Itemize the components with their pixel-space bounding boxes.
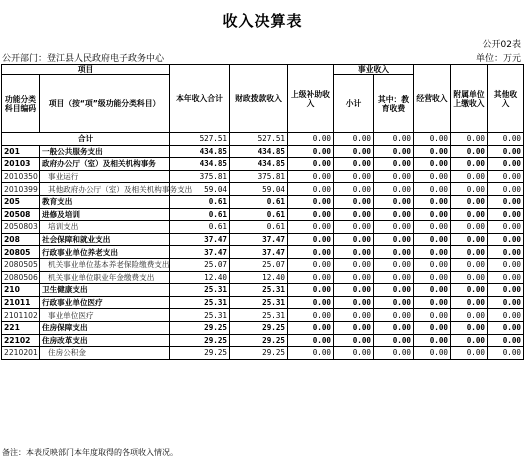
row-value: 0.00 xyxy=(451,246,488,259)
row-value: 0.00 xyxy=(488,309,524,322)
table-row xyxy=(2,309,524,322)
row-value: 0.61 xyxy=(170,195,230,208)
total-value: 527.51 xyxy=(230,133,288,146)
row-code: 20103 xyxy=(2,158,40,171)
upper-subsidy-header: 上级补助收入 xyxy=(288,65,334,133)
row-value: 0.61 xyxy=(230,195,288,208)
row-value: 0.00 xyxy=(374,195,414,208)
row-value: 0.00 xyxy=(288,246,334,259)
row-value: 0.00 xyxy=(334,145,374,158)
total-row xyxy=(2,133,524,146)
row-name-cell xyxy=(40,233,170,246)
row-value: 0.00 xyxy=(451,233,488,246)
row-value: 0.00 xyxy=(414,158,451,171)
row-value: 0.00 xyxy=(451,145,488,158)
row-code: 2010399 xyxy=(2,183,40,196)
row-value: 0.00 xyxy=(451,334,488,347)
row-value: 59.04 xyxy=(230,183,288,196)
edu-fee-header: 其中：教育收费 xyxy=(374,75,414,133)
row-name-cell xyxy=(40,309,170,322)
row-value: 0.00 xyxy=(334,183,374,196)
code-header: 功能分类科目编码 xyxy=(2,75,40,133)
table-row xyxy=(2,145,524,158)
row-name: 行政事业单位养老支出 xyxy=(42,247,118,257)
row-value: 37.47 xyxy=(230,233,288,246)
row-value: 0.00 xyxy=(334,170,374,183)
row-value: 0.00 xyxy=(414,309,451,322)
row-name: 事业运行 xyxy=(48,172,79,182)
row-value: 0.61 xyxy=(170,208,230,221)
row-value: 0.00 xyxy=(288,284,334,297)
row-value: 25.31 xyxy=(170,296,230,309)
row-code: 221 xyxy=(2,321,40,334)
row-value: 0.00 xyxy=(334,195,374,208)
row-value: 0.00 xyxy=(334,296,374,309)
row-code: 2010350 xyxy=(2,170,40,183)
row-name: 一般公共服务支出 xyxy=(42,146,103,156)
row-code: 2080505 xyxy=(2,258,40,271)
row-value: 0.00 xyxy=(414,271,451,284)
row-value: 0.00 xyxy=(288,158,334,171)
row-value: 0.00 xyxy=(288,321,334,334)
unit-label: 单位：万元 xyxy=(475,54,521,64)
row-value: 0.00 xyxy=(374,246,414,259)
row-value: 25.31 xyxy=(170,284,230,297)
row-value: 29.25 xyxy=(230,334,288,347)
row-value: 0.00 xyxy=(488,183,524,196)
row-value: 434.85 xyxy=(230,158,288,171)
row-value: 29.25 xyxy=(170,321,230,334)
total-value: 0.00 xyxy=(451,133,488,146)
table-row xyxy=(2,347,524,360)
row-value: 0.00 xyxy=(414,170,451,183)
row-value: 37.47 xyxy=(230,246,288,259)
report-title: 收入决算表 xyxy=(222,12,303,30)
row-code: 2210201 xyxy=(2,347,40,360)
row-value: 0.00 xyxy=(451,208,488,221)
row-value: 0.00 xyxy=(334,221,374,234)
row-value: 0.00 xyxy=(374,271,414,284)
row-value: 0.00 xyxy=(334,271,374,284)
business-income-header: 经营收入 xyxy=(414,65,451,133)
row-value: 29.25 xyxy=(170,334,230,347)
row-value: 12.40 xyxy=(170,271,230,284)
row-value: 0.00 xyxy=(288,221,334,234)
total-value: 0.00 xyxy=(374,133,414,146)
row-value: 0.00 xyxy=(451,321,488,334)
row-name-cell xyxy=(40,321,170,334)
row-value: 0.00 xyxy=(414,145,451,158)
row-value: 0.00 xyxy=(334,347,374,360)
row-value: 0.00 xyxy=(288,145,334,158)
row-code: 205 xyxy=(2,195,40,208)
row-value: 25.07 xyxy=(230,258,288,271)
row-value: 0.00 xyxy=(414,347,451,360)
row-value: 0.00 xyxy=(414,246,451,259)
row-name: 住房保障支出 xyxy=(42,323,88,333)
row-value: 0.00 xyxy=(414,296,451,309)
row-value: 0.00 xyxy=(451,309,488,322)
row-name: 政府办公厅（室）及相关机构事务 xyxy=(42,159,156,169)
row-value: 25.07 xyxy=(170,258,230,271)
row-value: 0.00 xyxy=(374,334,414,347)
table-row xyxy=(2,158,524,171)
row-code: 208 xyxy=(2,233,40,246)
row-value: 0.61 xyxy=(230,208,288,221)
total-label: 合计 xyxy=(2,133,170,146)
table-row xyxy=(2,271,524,284)
row-value: 0.00 xyxy=(334,246,374,259)
department-label: 公开部门：登江县人民政府电子政务中心 xyxy=(2,54,165,64)
row-value: 0.00 xyxy=(288,195,334,208)
row-value: 59.04 xyxy=(170,183,230,196)
row-value: 0.00 xyxy=(451,170,488,183)
row-name: 社会保障和就业支出 xyxy=(42,235,111,245)
row-value: 0.00 xyxy=(374,233,414,246)
row-code: 210 xyxy=(2,284,40,297)
row-value: 0.00 xyxy=(374,309,414,322)
row-name: 其他政府办公厅（室）及相关机构事务支出 xyxy=(48,184,193,194)
row-code: 20805 xyxy=(2,246,40,259)
row-name-cell xyxy=(40,221,170,234)
row-value: 0.00 xyxy=(288,296,334,309)
row-value: 0.00 xyxy=(414,258,451,271)
row-name-cell xyxy=(40,208,170,221)
row-value: 0.61 xyxy=(230,221,288,234)
row-name: 进修及培训 xyxy=(42,209,80,219)
row-value: 375.81 xyxy=(170,170,230,183)
total-value: 0.00 xyxy=(414,133,451,146)
subtotal-header: 小计 xyxy=(334,75,374,133)
row-value: 0.00 xyxy=(488,170,524,183)
row-value: 0.00 xyxy=(288,309,334,322)
row-name-cell xyxy=(40,334,170,347)
row-code: 21011 xyxy=(2,296,40,309)
row-name-cell xyxy=(40,296,170,309)
table-row xyxy=(2,296,524,309)
row-code: 2050803 xyxy=(2,221,40,234)
row-value: 12.40 xyxy=(230,271,288,284)
row-value: 0.00 xyxy=(374,258,414,271)
row-value: 29.25 xyxy=(230,321,288,334)
row-value: 0.00 xyxy=(488,221,524,234)
row-name-cell xyxy=(40,195,170,208)
row-value: 0.00 xyxy=(414,183,451,196)
row-value: 0.00 xyxy=(488,321,524,334)
total-income-header: 本年收入合计 xyxy=(170,65,230,133)
row-name: 教育支出 xyxy=(42,197,73,207)
table-row xyxy=(2,195,524,208)
row-name: 住房公积金 xyxy=(48,348,86,358)
row-code: 22102 xyxy=(2,334,40,347)
row-code: 2101102 xyxy=(2,309,40,322)
row-value: 0.00 xyxy=(451,296,488,309)
fiscal-header: 财政拨款收入 xyxy=(230,65,288,133)
row-value: 0.00 xyxy=(334,158,374,171)
row-value: 0.00 xyxy=(451,183,488,196)
row-value: 0.00 xyxy=(488,258,524,271)
row-name-cell xyxy=(40,246,170,259)
row-value: 25.31 xyxy=(170,309,230,322)
row-value: 0.00 xyxy=(488,296,524,309)
row-value: 0.00 xyxy=(374,221,414,234)
row-value: 0.00 xyxy=(334,334,374,347)
row-value: 0.00 xyxy=(334,208,374,221)
table-row xyxy=(2,208,524,221)
row-value: 0.00 xyxy=(414,321,451,334)
total-value: 527.51 xyxy=(170,133,230,146)
row-value: 0.00 xyxy=(334,233,374,246)
row-value: 0.00 xyxy=(488,246,524,259)
row-value: 0.00 xyxy=(488,271,524,284)
table-row xyxy=(2,170,524,183)
row-value: 0.00 xyxy=(288,208,334,221)
row-value: 25.31 xyxy=(230,284,288,297)
row-code: 201 xyxy=(2,145,40,158)
row-code: 2080506 xyxy=(2,271,40,284)
table-row xyxy=(2,321,524,334)
footer-note: 备注：本表反映部门本年度取得的各项收入情况。 xyxy=(2,448,178,457)
row-value: 0.00 xyxy=(374,208,414,221)
row-value: 0.00 xyxy=(374,347,414,360)
row-name: 机关事业单位基本养老保险缴费支出 xyxy=(48,260,170,270)
row-value: 0.00 xyxy=(488,347,524,360)
row-value: 0.00 xyxy=(374,296,414,309)
row-value: 0.00 xyxy=(334,258,374,271)
row-value: 37.47 xyxy=(170,233,230,246)
income-table xyxy=(1,64,524,360)
row-value: 0.00 xyxy=(414,195,451,208)
row-value: 0.00 xyxy=(414,208,451,221)
total-value: 0.00 xyxy=(334,133,374,146)
row-value: 0.00 xyxy=(451,258,488,271)
career-income-header: 事业收入 xyxy=(334,65,414,75)
row-value: 0.00 xyxy=(288,347,334,360)
row-code: 20508 xyxy=(2,208,40,221)
row-value: 0.00 xyxy=(334,309,374,322)
item-group-header: 项目 xyxy=(2,65,170,75)
row-name: 事业单位医疗 xyxy=(48,310,94,320)
affiliated-income-header: 附属单位上缴收入 xyxy=(451,65,488,133)
row-value: 0.00 xyxy=(334,284,374,297)
row-value: 0.00 xyxy=(488,233,524,246)
row-value: 0.00 xyxy=(288,233,334,246)
name-header: 项目（按“项”级功能分类科目） xyxy=(40,75,170,133)
row-value: 0.00 xyxy=(374,158,414,171)
row-value: 0.00 xyxy=(451,284,488,297)
row-value: 25.31 xyxy=(230,309,288,322)
row-name: 机关事业单位职业年金缴费支出 xyxy=(48,272,155,282)
row-name: 行政事业单位医疗 xyxy=(42,298,103,308)
row-name-cell xyxy=(40,170,170,183)
row-value: 0.00 xyxy=(488,208,524,221)
row-name: 卫生健康支出 xyxy=(42,285,88,295)
row-value: 25.31 xyxy=(230,296,288,309)
other-income-header: 其他收入 xyxy=(488,65,524,133)
row-value: 0.00 xyxy=(488,334,524,347)
table-row xyxy=(2,233,524,246)
row-name-cell xyxy=(40,284,170,297)
row-value: 0.00 xyxy=(414,221,451,234)
row-value: 0.00 xyxy=(288,271,334,284)
row-value: 0.00 xyxy=(334,321,374,334)
row-value: 0.00 xyxy=(374,321,414,334)
row-value: 0.00 xyxy=(288,334,334,347)
total-value: 0.00 xyxy=(288,133,334,146)
row-value: 0.00 xyxy=(451,347,488,360)
row-value: 434.85 xyxy=(230,145,288,158)
row-value: 434.85 xyxy=(170,158,230,171)
row-value: 0.00 xyxy=(488,158,524,171)
row-value: 37.47 xyxy=(170,246,230,259)
row-name-cell xyxy=(40,271,170,284)
row-value: 0.00 xyxy=(488,145,524,158)
table-row xyxy=(2,334,524,347)
table-row xyxy=(2,246,524,259)
row-value: 0.00 xyxy=(488,284,524,297)
row-name: 培训支出 xyxy=(48,222,79,232)
row-value: 0.00 xyxy=(451,195,488,208)
row-name-cell xyxy=(40,347,170,360)
row-value: 0.00 xyxy=(414,284,451,297)
row-name: 住房改革支出 xyxy=(42,335,88,345)
row-value: 375.81 xyxy=(230,170,288,183)
row-value: 0.00 xyxy=(414,334,451,347)
row-value: 0.00 xyxy=(374,284,414,297)
row-value: 0.00 xyxy=(374,183,414,196)
table-row xyxy=(2,258,524,271)
row-value: 0.00 xyxy=(451,158,488,171)
row-value: 0.00 xyxy=(451,271,488,284)
form-number: 公开02表 xyxy=(482,40,521,50)
row-value: 0.00 xyxy=(288,258,334,271)
row-value: 0.00 xyxy=(451,221,488,234)
row-value: 29.25 xyxy=(230,347,288,360)
row-value: 0.00 xyxy=(488,195,524,208)
row-name-cell xyxy=(40,145,170,158)
row-name-cell xyxy=(40,258,170,271)
row-value: 0.61 xyxy=(170,221,230,234)
table-row xyxy=(2,183,524,196)
row-value: 29.25 xyxy=(170,347,230,360)
row-value: 0.00 xyxy=(288,170,334,183)
row-value: 0.00 xyxy=(374,145,414,158)
total-value: 0.00 xyxy=(488,133,524,146)
table-row xyxy=(2,284,524,297)
row-value: 0.00 xyxy=(288,183,334,196)
row-value: 0.00 xyxy=(414,233,451,246)
row-value: 434.85 xyxy=(170,145,230,158)
table-row xyxy=(2,221,524,234)
row-name-cell xyxy=(40,158,170,171)
row-value: 0.00 xyxy=(374,170,414,183)
row-name-cell xyxy=(40,183,193,196)
